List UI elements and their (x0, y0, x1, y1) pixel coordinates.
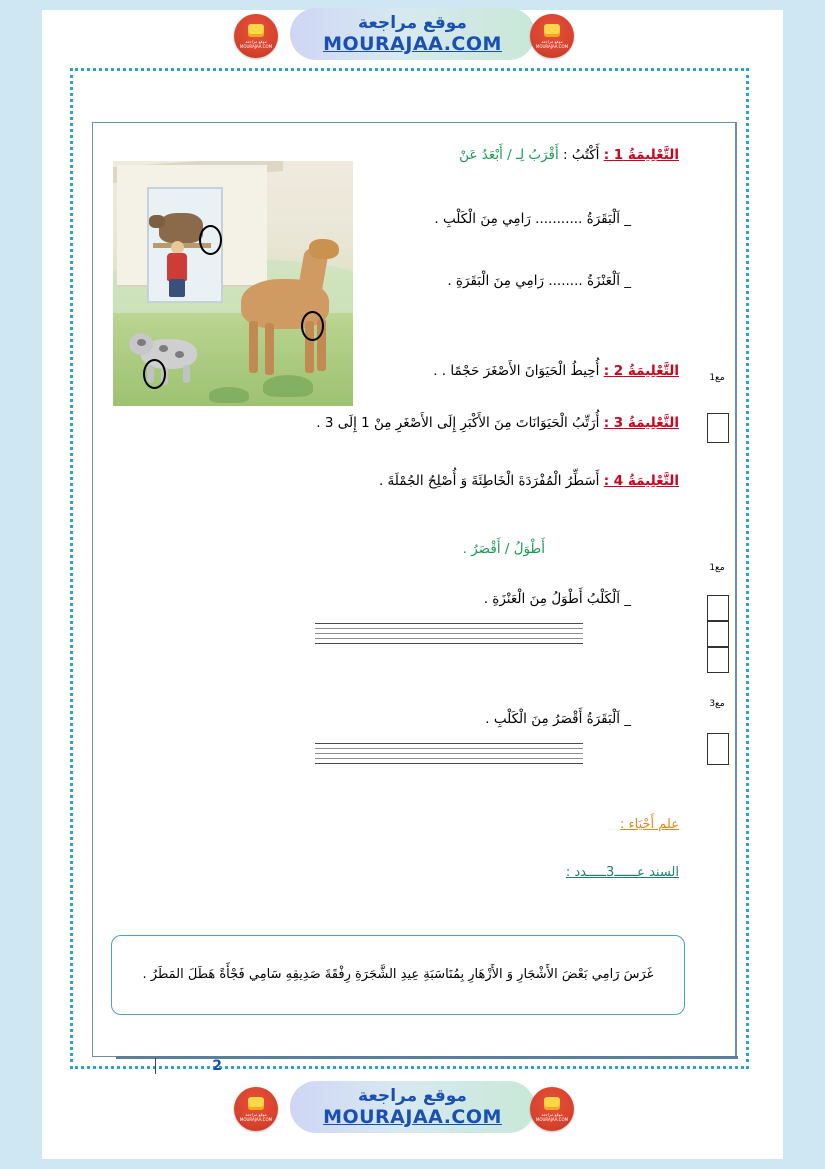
support-label: السند عــــــ3ـــــدد : (565, 865, 679, 880)
circle-mark-horse (301, 311, 324, 341)
exercise-frame (92, 122, 737, 1057)
banner-line1: موقع مراجعة (358, 13, 467, 33)
score-label-2: مع1 (709, 563, 725, 573)
circle-mark-calf (199, 225, 222, 255)
banner-line2: MOURAJAA.COM (323, 33, 502, 55)
instruction-3-body: أُرَتِّبُ الْحَيَوَانَاتَ مِنَ الأَكْبَرِ إِلَى الأَصْغَرِ مِنْ 1 إِلَى 3 . (316, 415, 600, 431)
reading-text-box (111, 935, 685, 1015)
worksheet-content (93, 123, 701, 1056)
score-box-2c[interactable] (707, 647, 729, 673)
site-logo-icon-3 (234, 1087, 278, 1131)
sentence-2: _ اَلْبَقَرَةُ أَقْصَرُ مِنَ الْكَلْبِ . (485, 711, 631, 727)
site-logo-icon-4 (530, 1087, 574, 1131)
site-logo-icon-2 (530, 14, 574, 58)
instruction-2 (433, 361, 679, 381)
instruction-3-tag: التَّعْلِيمَةُ 3 : (603, 415, 679, 431)
reading-text: غَرَسَ رَامِي بَعْضَ الأَشْجَارِ وَ الأَزْهَارِ بِمُنَاسَبَةِ عِيدِ الشَّجَرَةِ رِفْقَةَ صَدِيقِهِ سَامِي فَجْأَةً هَطَلَ المَطَرُ . (142, 967, 654, 982)
word-options: أَطْوَلُ / أَقْصَرُ . (462, 541, 545, 557)
instruction-4-tag: التَّعْلِيمَةُ 4 : (603, 473, 679, 489)
logo-caption: موقع مراجعة MOURAJAA.COM (239, 38, 273, 49)
score-box-2a[interactable] (707, 595, 729, 621)
animals-illustration (113, 161, 353, 406)
banner-bottom-line2: MOURAJAA.COM (323, 1106, 502, 1128)
instruction-4-body: أَسَطِّرُ الْمُفْرَدَةَ الْخَاطِئَةَ وَ أُصْلِحُ الجُمْلَةَ . (378, 473, 600, 489)
instruction-1-options: أَقْرَبُ لِـ / أَبْعَدُ عَنْ (459, 147, 559, 163)
score-label-1: مع1 (709, 373, 725, 383)
instruction-2-tag: التَّعْلِيمَةُ 2 : (603, 363, 679, 379)
sentence-1: _ اَلْكَلْبُ أَطْوَلُ مِنَ الْعَنْزَةِ . (483, 591, 631, 607)
banner-text-bottom (290, 1081, 535, 1133)
logo-caption-2: موقع مراجعة MOURAJAA.COM (535, 38, 569, 49)
instruction-1-body: أَكْتُبُ : (563, 147, 600, 163)
banner-text (290, 8, 535, 60)
score-box-2b[interactable] (707, 621, 729, 647)
page-number: 2 (155, 1058, 222, 1074)
score-column (700, 123, 736, 1056)
top-banner (232, 6, 592, 64)
logo-caption-4: موقع مراجعة MOURAJAA.COM (535, 1111, 569, 1122)
instruction-2-body: أُحِيطُ الْحَيَوَانَ الأَصْغَرَ حَجْمًا . . (433, 363, 600, 379)
score-box-1[interactable] (707, 413, 729, 443)
writing-lines-2[interactable] (315, 743, 583, 769)
answer-line-2[interactable]: _ اَلْعَنْزَةُ ........ رَامِي مِنَ الْبَقَرَةِ . (447, 273, 631, 289)
banner-bottom-line1: موقع مراجعة (358, 1086, 467, 1106)
instruction-4 (379, 471, 679, 491)
site-logo-icon (234, 14, 278, 58)
instruction-3 (316, 413, 679, 433)
score-label-3: مع3 (709, 699, 725, 709)
subject-label: علم أَحْيَاء : (619, 817, 679, 832)
instruction-1 (459, 145, 679, 165)
circle-mark-dog (143, 359, 166, 389)
score-box-3[interactable] (707, 733, 729, 765)
instruction-1-tag: التَّعْلِيمَةُ 1 : (603, 147, 679, 163)
writing-lines-1[interactable] (315, 623, 583, 649)
logo-caption-3: موقع مراجعة MOURAJAA.COM (239, 1111, 273, 1122)
answer-line-1[interactable]: _ اَلْبَقَرَةُ ........... رَامِي مِنَ الْكَلْبِ . (434, 211, 631, 227)
bottom-banner (232, 1079, 592, 1137)
